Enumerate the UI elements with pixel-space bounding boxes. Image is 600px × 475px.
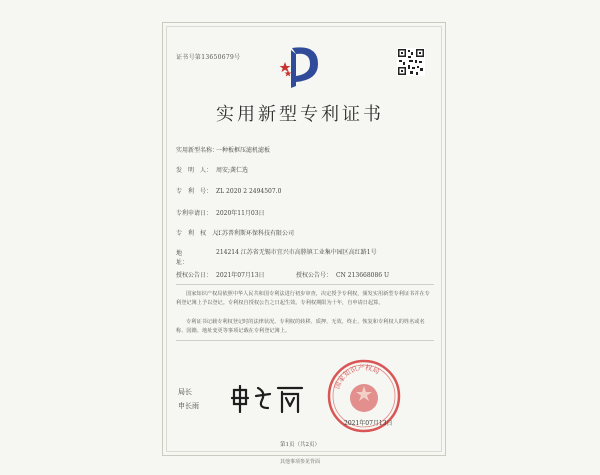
grant-paragraph: 国家知识产权局依照中华人民共和国专利法进行初步审查，决定授予专利权，颁发实用新型专利证书并在专利登记簿上予以登记。专利权自授权公告之日起生效。专利权期限为十年，自申请日起算。 [176,291,430,306]
field-label: 地 址： [176,250,207,266]
cnipa-logo-icon [278,40,326,92]
field-value: 江苏普利斯环保科技有限公司 [216,230,295,237]
legal-status-paragraph: 专利证书记载专利权登记时的法律状况。专利权的转移、质押、无效、终止、恢复和专利权人的姓名或名称、国籍、地址变更等事项记载在专利登记簿上。 [176,319,425,334]
signer-name: 申长雨 [178,402,199,410]
seal-text: 国家知识产权局 [333,363,381,391]
certificate-number: 证书号第13650679号 [176,54,241,61]
field-patent-number [176,186,281,195]
page-number: 第1页（共2页） [280,442,320,448]
field-label: 专 利 权 人： [176,230,225,237]
signature-icon [226,378,308,418]
certificate-title: 实用新型专利证书 [216,104,384,125]
field-value: 2020年11月03日 [216,210,265,217]
field-application-date [176,208,265,217]
field-label: 授权公告日： [176,272,213,279]
divider [176,340,434,341]
field-grant-date [176,270,265,279]
field-value: 周安;龚仁选 [216,167,249,174]
field-value: 一种板框压滤机滤板 [216,147,271,154]
field-utility-model-name [176,145,270,154]
divider [176,284,434,285]
field-value: ZL 2020 2 2494507.0 [216,188,282,195]
field-value: 214214 江苏省无锡市宜兴市高塍镇工业集中园区高红路1号 [216,249,377,256]
field-address [176,248,434,266]
field-patentee [176,228,294,237]
field-label: 专利申请日： [176,210,213,217]
qr-code-icon [397,48,425,76]
field-label: 实用新型名称： [176,147,219,154]
field-inventor [176,165,248,174]
field-value: 2021年07月13日 [216,272,265,279]
signer-title: 局长 [178,388,192,396]
footnote: 其他事项参见背面 [279,459,320,465]
seal-date: 2021年07月13日 [344,420,393,427]
field-grant-number [296,270,389,279]
field-label: 专 利 号： [176,188,213,195]
svg-text:国家知识产权局 [332,363,381,390]
field-value: CN 213668086 U [336,272,390,279]
field-label: 授权公告号： [296,272,333,279]
field-label: 发 明 人： [176,167,213,174]
